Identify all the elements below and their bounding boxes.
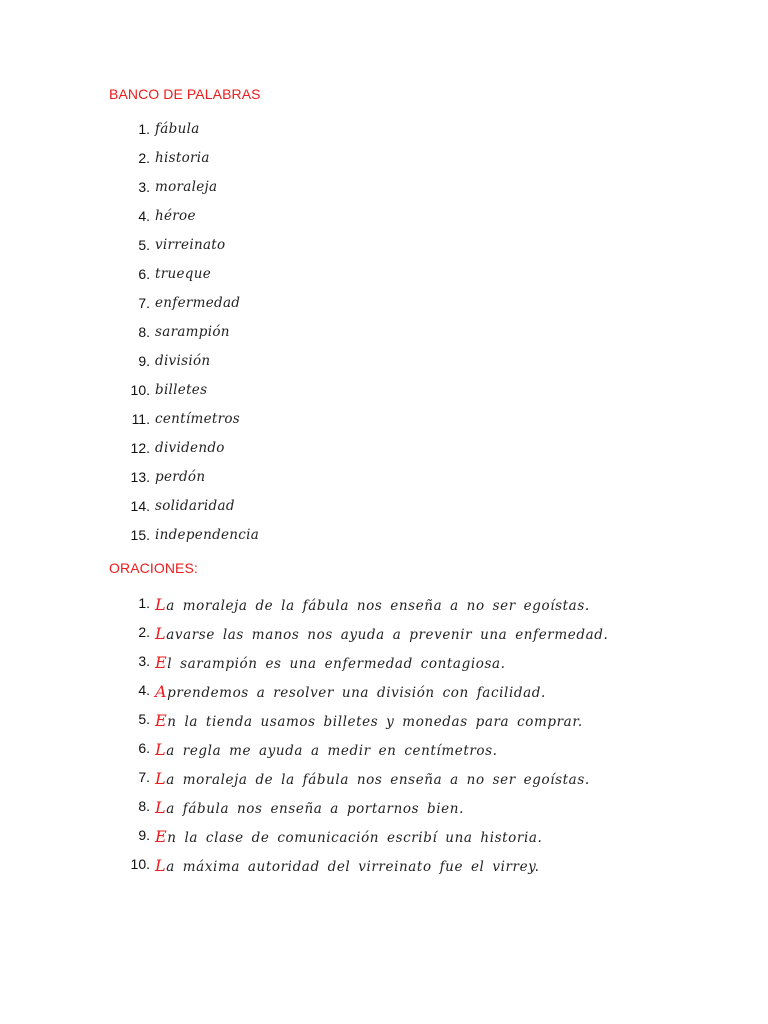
sentence-initial-letter: L: [155, 856, 167, 875]
sentence-initial-letter: A: [155, 682, 168, 701]
sentence-initial-letter: L: [155, 798, 167, 817]
list-number: 7.: [138, 295, 150, 311]
list-number: 3.: [138, 179, 150, 195]
sentence-text: [155, 653, 506, 672]
list-number: 7.: [138, 769, 150, 785]
word-text: virreinato: [155, 237, 226, 253]
sentence-initial-letter: L: [155, 595, 167, 614]
sentence-body: a fábula nos enseña a portarnos bien.: [166, 801, 464, 817]
list-number: 2.: [138, 624, 150, 640]
word-text: historia: [155, 150, 210, 166]
sentence-body: a moraleja de la fábula nos enseña a no ser egoístas.: [166, 772, 590, 788]
list-number: 6.: [138, 740, 150, 756]
word-text: centímetros: [155, 411, 241, 427]
sentences-heading: ORACIONES:: [109, 560, 198, 576]
list-number: 1.: [138, 595, 150, 611]
word-text: moraleja: [155, 179, 218, 195]
word-text: sarampión: [155, 324, 230, 340]
word-text: independencia: [155, 527, 260, 543]
sentence-initial-letter: L: [155, 769, 167, 788]
word-text: trueque: [155, 266, 211, 282]
word-bank-heading: BANCO DE PALABRAS: [109, 86, 261, 102]
list-number: 14.: [130, 498, 150, 514]
sentence-body: a moraleja de la fábula nos enseña a no ser egoístas.: [166, 598, 590, 614]
sentence-text: [155, 624, 608, 643]
list-number: 11.: [131, 411, 150, 427]
list-number: 4.: [138, 208, 150, 224]
sentence-body: a regla me ayuda a medir en centímetros.: [166, 743, 498, 759]
sentence-body: n la clase de comunicación escribí una historia.: [167, 830, 543, 846]
sentence-body: l sarampión es una enfermedad contagiosa.: [167, 656, 506, 672]
sentence-initial-letter: E: [155, 653, 168, 672]
list-number: 1.: [138, 121, 150, 137]
list-number: 3.: [138, 653, 150, 669]
list-number: 6.: [138, 266, 150, 282]
word-text: solidaridad: [155, 498, 235, 514]
list-number: 2.: [138, 150, 150, 166]
word-text: billetes: [155, 382, 208, 398]
list-number: 10.: [130, 856, 150, 872]
list-number: 9.: [138, 827, 150, 843]
word-text: fábula: [155, 121, 200, 137]
list-number: 8.: [138, 324, 150, 340]
sentence-text: [155, 740, 498, 759]
word-text: enfermedad: [155, 295, 241, 311]
list-number: 5.: [138, 237, 150, 253]
sentence-initial-letter: L: [155, 740, 167, 759]
list-number: 4.: [138, 682, 150, 698]
sentence-body: prendemos a resolver una división con facilidad.: [167, 685, 546, 701]
sentence-text: [155, 798, 464, 817]
word-text: perdón: [155, 469, 206, 485]
word-text: héroe: [155, 208, 196, 224]
sentence-body: a máxima autoridad del virreinato fue el virrey.: [166, 859, 540, 875]
sentence-initial-letter: L: [155, 624, 167, 643]
list-number: 10.: [130, 382, 150, 398]
list-number: 12.: [130, 440, 150, 456]
sentence-text: [155, 595, 590, 614]
list-number: 9.: [138, 353, 150, 369]
sentence-text: [155, 682, 546, 701]
list-number: 8.: [138, 798, 150, 814]
sentence-text: [155, 827, 542, 846]
sentence-initial-letter: E: [155, 827, 168, 846]
list-number: 13.: [130, 469, 150, 485]
sentence-text: [155, 711, 583, 730]
list-number: 5.: [138, 711, 150, 727]
list-number: 15.: [130, 527, 150, 543]
sentence-body: n la tienda usamos billetes y monedas para comprar.: [167, 714, 583, 730]
word-text: dividendo: [155, 440, 225, 456]
sentence-text: [155, 856, 540, 875]
sentence-text: [155, 769, 590, 788]
sentence-initial-letter: E: [155, 711, 168, 730]
word-text: división: [155, 353, 211, 369]
sentence-body: avarse las manos nos ayuda a prevenir una enfermedad.: [166, 627, 609, 643]
